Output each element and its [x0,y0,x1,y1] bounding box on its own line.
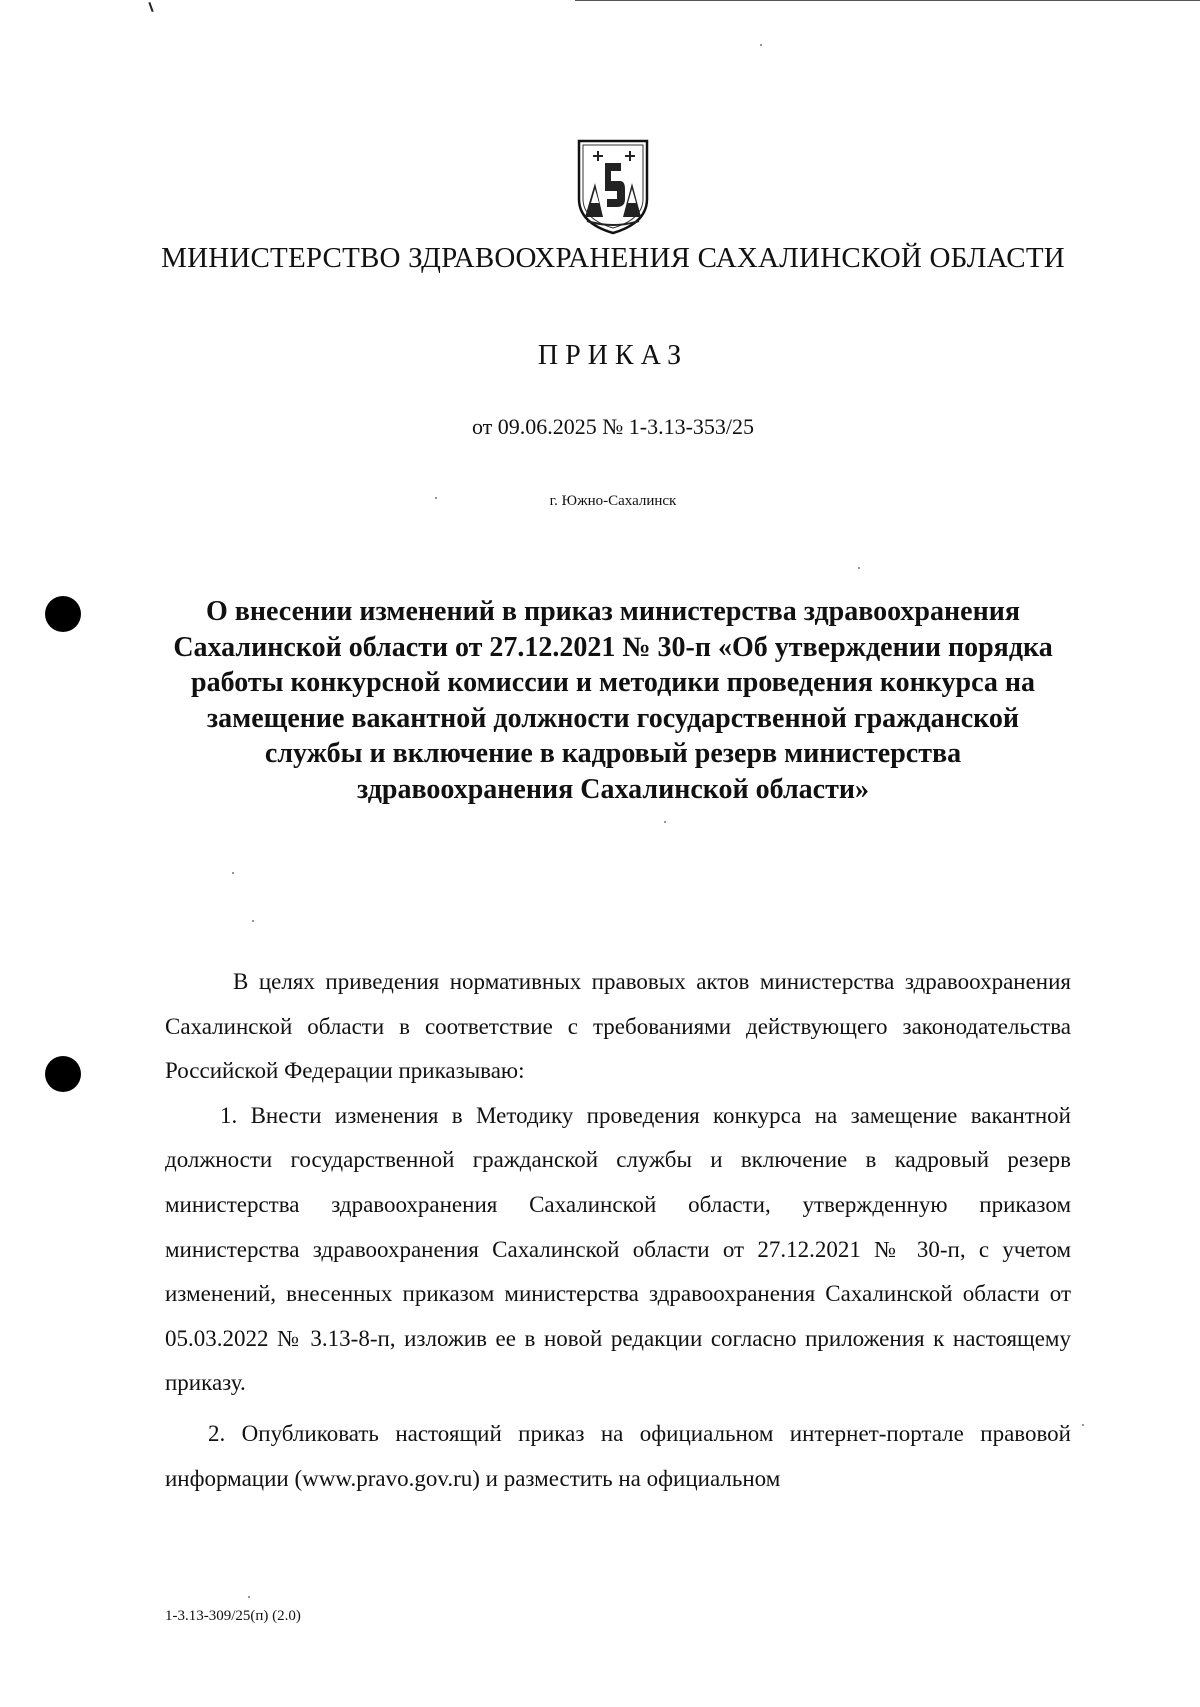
scan-speck [664,821,666,823]
scan-speck [252,920,254,922]
sakhalin-coat-of-arms-icon [573,137,653,237]
punch-hole [45,1056,81,1092]
scan-speck [760,44,762,46]
punch-hole [45,596,81,632]
city-name: г. Южно-Сахалинск [549,493,677,509]
scan-speck [1082,1424,1084,1426]
document-code: 1-3.13-309/25(п) (2.0) [165,1608,301,1624]
scan-speck [435,497,437,499]
scan-speck [248,1596,250,1598]
ministry-name: МИНИСТЕРСТВО ЗДРАВООХРАНЕНИЯ САХАЛИНСКОЙ ОБЛАСТИ [161,242,1065,274]
scan-speck [232,872,234,874]
order-date-number: от 09.06.2025 № 1-3.13-353/25 [471,414,755,439]
scan-speck [858,567,860,569]
scan-edge-line [575,0,1200,1]
document-type: ПРИКАЗ [537,340,689,371]
body-intro-paragraph: В целях приведения нормативных правовых актов министерства здравоохранения Сахалинской области в соответствие с требованиями действующего законодательства Российской Федерации приказываю: [165,969,1071,1084]
body-item-1: 1. Внести изменения в Методику проведения конкурса на замещение вакантной должности государственной гражданской службы и включение в кадровый резерв министерства здравоохранения Сахалинской области, утвержденную приказом министерства здравоохранения Сахалинской области от 27.12.2021 № 30-п, с учетом изменений, внесенных приказом министерства здравоохранения Сахалинской области от 05.03.2022 № 3.13-8-п, изложив ее в новой редакции согласно приложения к настоящему приказу. [165,1102,1071,1396]
body-item-2: 2. Опубликовать настоящий приказ на официальном интернет-портале правовой информации (www.pravo.gov.ru) и разместить на официальном [165,1420,1071,1491]
scan-mark [148,2,153,12]
order-title: О внесении изменений в приказ министерства здравоохранения Сахалинской области от 27.12.2021 № 30-п «Об утверждении порядка работы конкурсной комиссии и методики проведения конкурса на замещение вакантной должности государственной гражданской службы и включение в кадровый резерв министерства здравоохранения Сахалинской области» [173,596,1053,805]
order-body [165,960,1071,1501]
